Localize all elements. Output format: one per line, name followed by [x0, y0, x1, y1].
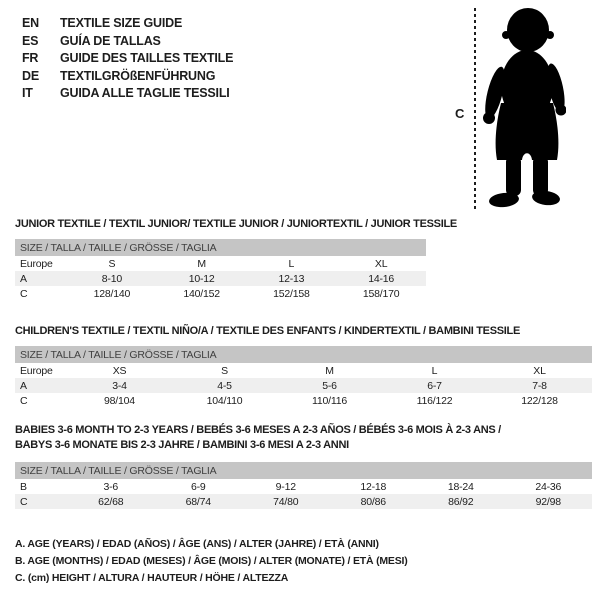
- size-header-bar: SIZE / TALLA / TAILLE / GRÖSSE / TAGLIA: [15, 239, 426, 256]
- table-cell: S: [221, 364, 228, 377]
- size-header-row: [15, 462, 592, 479]
- table-cell: 5-6: [322, 379, 337, 392]
- note-line: C. (cm) HEIGHT / ALTURA / HAUTEUR / HÖHE / ALTEZZA: [15, 572, 289, 584]
- table-cell: 158/170: [362, 287, 400, 300]
- table-cell: 92/98: [535, 495, 561, 508]
- babies-size-table: [15, 462, 592, 509]
- table-row: [15, 494, 592, 509]
- junior-table-title: JUNIOR TEXTILE / TEXTIL JUNIOR/ TEXTILE JUNIOR / JUNIORTEXTIL / JUNIOR TESSILE: [15, 218, 457, 230]
- size-header-row: [15, 346, 592, 363]
- table-cell: XS: [112, 364, 127, 377]
- language-title: TEXTILE SIZE GUIDE: [60, 16, 183, 30]
- table-cell: Europe: [20, 257, 53, 270]
- table-cell: 3-4: [112, 379, 127, 392]
- babies-table-title: [15, 423, 501, 453]
- children-size-table: [15, 346, 592, 408]
- table-cell: M: [325, 364, 334, 377]
- height-measure-dashed-line: [474, 8, 476, 210]
- language-row: [22, 50, 233, 68]
- table-cell: A: [20, 379, 27, 392]
- note-line: B. AGE (MONTHS) / EDAD (MESES) / ÂGE (MOIS) / ALTER (MONATE) / ETÀ (MESI): [15, 555, 408, 567]
- table-row: [15, 256, 426, 271]
- table-cell: 116/122: [416, 394, 453, 407]
- language-code: DE: [22, 68, 39, 83]
- table-cell: 74/80: [273, 495, 299, 508]
- table-cell: 12-13: [278, 272, 305, 285]
- table-cell: 3-6: [103, 480, 119, 493]
- toddler-shorts: [496, 103, 559, 160]
- table-cell: XL: [533, 364, 546, 377]
- table-cell: L: [431, 364, 438, 377]
- height-measure-label: C: [455, 106, 465, 121]
- toddler-silhouette-image: [482, 8, 566, 212]
- table-cell: 4-5: [217, 379, 232, 392]
- language-row: [22, 68, 233, 86]
- table-cell: 86/92: [448, 495, 474, 508]
- size-header-bar: SIZE / TALLA / TAILLE / GRÖSSE / TAGLIA: [15, 346, 592, 363]
- language-title: GUIDE DES TAILLES TEXTILE: [60, 51, 234, 66]
- table-cell: M: [197, 257, 206, 270]
- table-cell: 62/68: [98, 495, 124, 508]
- language-row: [22, 85, 233, 103]
- table-cell: C: [20, 394, 28, 407]
- toddler-leg-left: [506, 156, 521, 196]
- table-row: [15, 271, 426, 286]
- language-code: FR: [22, 51, 39, 66]
- toddler-head: [507, 8, 549, 52]
- table-cell: 140/152: [183, 287, 220, 300]
- toddler-hand-left: [483, 112, 495, 124]
- table-cell: 12-18: [360, 480, 387, 493]
- table-cell: 98/104: [104, 394, 135, 407]
- language-code: IT: [22, 86, 33, 101]
- table-cell: 104/110: [206, 394, 243, 407]
- table-row: [15, 393, 592, 408]
- language-code: ES: [22, 33, 39, 48]
- table-cell: S: [108, 257, 116, 270]
- table-row: [15, 479, 592, 494]
- language-title: GUÍA DE TALLAS: [60, 33, 161, 48]
- table-cell: Europe: [20, 364, 53, 377]
- language-title: TEXTILGRÖßENFÜHRUNG: [60, 68, 216, 83]
- table-cell: 24-36: [535, 480, 562, 493]
- table-cell: 110/116: [312, 394, 347, 407]
- table-cell: 152/158: [273, 287, 310, 300]
- table-title-line: BABYS 3-6 MONATE BIS 2-3 JAHRE / BAMBINI 3-6 MESI A 2-3 ANNI: [15, 439, 349, 451]
- table-cell: 68/74: [185, 495, 211, 508]
- table-cell: 7-8: [532, 379, 547, 392]
- table-cell: 6-9: [190, 480, 206, 493]
- language-row: [22, 33, 233, 51]
- language-row: [22, 15, 233, 33]
- table-cell: 8-10: [101, 272, 122, 285]
- table-cell: 9-12: [275, 480, 296, 493]
- language-list: [22, 15, 233, 103]
- table-cell: L: [288, 257, 295, 270]
- table-cell: B: [20, 480, 27, 493]
- table-cell: 14-16: [368, 272, 395, 285]
- size-header-row: [15, 239, 426, 256]
- note-line: A. AGE (YEARS) / EDAD (AÑOS) / ÂGE (ANS) / ALTER (JAHRE) / ETÀ (ANNI): [15, 538, 379, 550]
- table-row: [15, 286, 426, 301]
- junior-size-table: [15, 239, 426, 301]
- legend-notes: [15, 536, 408, 587]
- table-cell: C: [20, 287, 28, 300]
- table-cell: 80/86: [360, 495, 386, 508]
- table-row: [15, 363, 592, 378]
- table-cell: 6-7: [427, 379, 442, 392]
- toddler-hand-right: [556, 105, 567, 116]
- language-code: EN: [22, 16, 39, 30]
- table-cell: 10-12: [188, 272, 215, 285]
- table-row: [15, 378, 592, 393]
- table-cell: XL: [374, 257, 388, 270]
- table-cell: 128/140: [93, 287, 131, 300]
- table-cell: C: [20, 495, 28, 508]
- language-title: GUIDA ALLE TAGLIE TESSILI: [60, 86, 230, 101]
- table-title-line: BABIES 3-6 MONTH TO 2-3 YEARS / BEBÉS 3-6 MESES A 2-3 AÑOS / BÉBÉS 3-6 MOIS À 2-3 ANS /: [15, 424, 501, 436]
- table-cell: A: [20, 272, 27, 285]
- size-header-bar: SIZE / TALLA / TAILLE / GRÖSSE / TAGLIA: [15, 462, 592, 479]
- table-cell: 18-24: [447, 480, 474, 493]
- children-table-title: CHILDREN'S TEXTILE / TEXTIL NIÑO/A / TEXTILE DES ENFANTS / KINDERTEXTIL / BAMBINI TESSILE: [15, 325, 520, 337]
- toddler-leg-right: [533, 156, 548, 196]
- table-cell: 122/128: [521, 394, 558, 407]
